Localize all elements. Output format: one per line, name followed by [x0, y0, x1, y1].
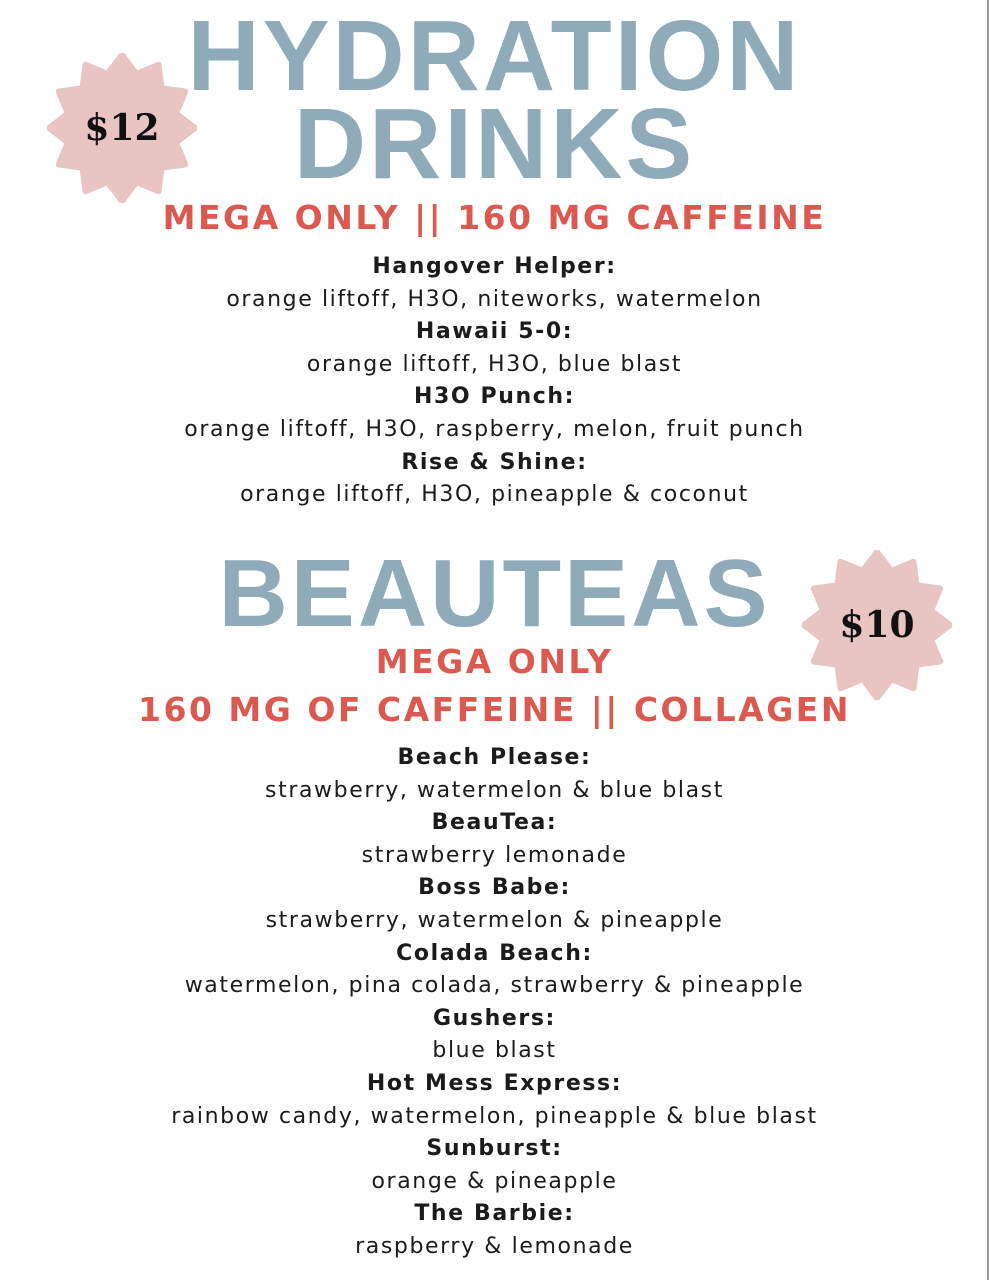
drink-ingredients: orange liftoff, H3O, raspberry, melon, fruit punch	[184, 416, 805, 442]
price-label: $12	[84, 107, 160, 149]
hydration-title-line2: DRINKS	[293, 88, 696, 200]
drink-ingredients: rainbow candy, watermelon, pineapple & blue blast	[171, 1103, 818, 1129]
price-label: $10	[839, 604, 915, 646]
hydration-title-line1: HYDRATION	[187, 0, 802, 112]
drink-ingredients: blue blast	[432, 1038, 557, 1064]
drink-ingredients: orange liftoff, H3O, niteworks, watermelon	[226, 286, 763, 312]
beauteas-subtitle-line1: MEGA ONLY	[375, 642, 614, 681]
drink-name: BeauTea:	[431, 810, 558, 836]
drink-name: Hawaii 5-0:	[415, 319, 574, 345]
drink-name: Sunburst:	[426, 1136, 563, 1162]
drink-name: Hot Mess Express:	[366, 1070, 623, 1096]
drink-name: Gushers:	[433, 1005, 556, 1031]
beauteas-drink-list	[0, 742, 989, 1264]
drink-name: Rise & Shine:	[401, 449, 588, 475]
drink-name: Beach Please:	[397, 745, 592, 770]
drink-ingredients: raspberry & lemonade	[355, 1233, 634, 1259]
beauteas-title: BEAUTEAS	[218, 540, 771, 647]
hydration-subtitle: MEGA ONLY || 160 MG CAFFEINE	[162, 198, 827, 237]
drink-ingredients: strawberry, watermelon & pineapple	[265, 907, 724, 933]
drink-ingredients: watermelon, pina colada, strawberry & pineapple	[184, 973, 805, 999]
drink-name: Colada Beach:	[396, 940, 593, 966]
drink-name: H3O Punch:	[413, 384, 576, 410]
drink-name: Hangover Helper:	[372, 254, 617, 279]
hydration-drink-list	[0, 251, 989, 512]
drink-name: The Barbie:	[414, 1201, 575, 1227]
drink-ingredients: orange liftoff, H3O, pineapple & coconut	[240, 482, 749, 508]
drink-name: Boss Babe:	[418, 875, 571, 901]
drink-ingredients: strawberry, watermelon & blue blast	[265, 777, 724, 803]
beauteas-subtitle-line2: 160 MG OF CAFFEINE || COLLAGEN	[138, 690, 851, 729]
drink-ingredients: orange & pineapple	[371, 1168, 618, 1194]
drink-ingredients: orange liftoff, H3O, blue blast	[306, 351, 683, 377]
drink-ingredients: strawberry lemonade	[361, 842, 628, 868]
